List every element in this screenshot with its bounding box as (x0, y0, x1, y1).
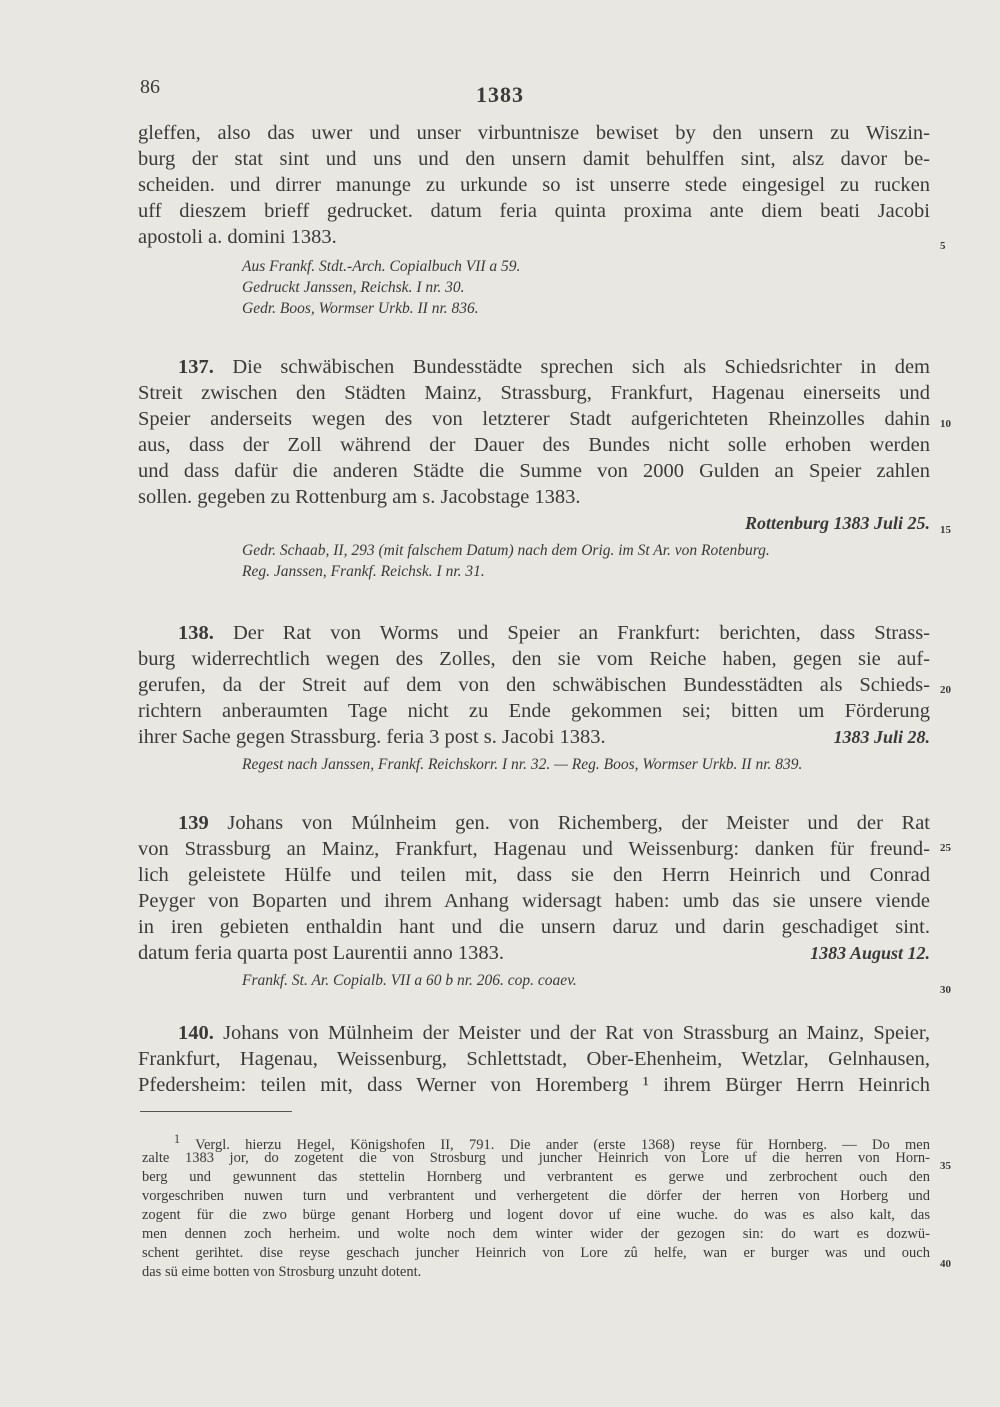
footnote-first-line (142, 1130, 930, 1153)
source-note: Gedruckt Janssen, Reichsk. I nr. 30. (242, 279, 465, 296)
entry-139 (138, 810, 930, 991)
margin-line-number: 35 (940, 1160, 951, 1172)
margin-line-number: 30 (940, 984, 951, 996)
entry-date: 1383 Juli 28. (833, 727, 930, 747)
entry-date: 1383 August 12. (810, 943, 930, 963)
margin-line-number: 25 (940, 842, 951, 854)
footnote-line: schent gerihtet. dise reyse geschach juncher Heinrich von Lore zû helfe, wan er burger was und ouch (142, 1245, 930, 1261)
text-line: Johans von Múlnheim gen. von Richemberg, der Meister und der Rat (227, 812, 930, 834)
footnote-line: zalte 1383 jor, do zogetent die von Strosburg und juncher Heinrich von Lore uf die herren von Horn- (142, 1150, 930, 1166)
footnote-line: men dennen zoch herheim. und wolte noch dem winter wider der gezogen sin: do wart es dozwü- (142, 1226, 930, 1242)
entry-first-line (138, 810, 930, 836)
text-line: von Strassburg an Mainz, Frankfurt, Hagenau und Weissenburg: danken für freund- (138, 838, 930, 860)
entry-date: Rottenburg 1383 Juli 25. (744, 513, 930, 533)
text-line: ihrer Sache gegen Strassburg. feria 3 post s. Jacobi 1383. (138, 726, 606, 748)
entry-number: 140. (178, 1022, 214, 1044)
text-line: Der Rat von Worms und Speier an Frankfurt: berichten, dass Strass- (232, 622, 931, 644)
source-note: Reg. Janssen, Frankf. Reichsk. I nr. 31. (242, 563, 485, 580)
text-line: Speier anderseits wegen des von letzterer Stadt aufgerichteten Rheinzolles dahin (138, 408, 930, 430)
text-line: Johans von Mülnheim der Meister und der Rat von Strassburg an Mainz, Speier, (223, 1022, 930, 1044)
margin-line-number: 15 (940, 524, 951, 536)
margin-line-number: 40 (940, 1258, 951, 1270)
footnote-rule (140, 1111, 292, 1112)
text-line: Die schwäbischen Bundesstädte sprechen sich als Schiedsrichter in dem (232, 356, 930, 378)
text-line: scheiden. und dirrer manunge zu urkunde so ist unserre stede eingesigel zu rucken (138, 174, 930, 196)
source-note: Regest nach Janssen, Frankf. Reichskorr. I nr. 32. — Reg. Boos, Wormser Urkb. II nr. 839. (242, 756, 803, 773)
footnote-line: das sü eime botten von Strosburg unzuht dotent. (142, 1264, 422, 1280)
text-line: in iren gebieten enthaldin hant und die unsern daruz und darin geschadiget sint. (138, 916, 930, 938)
text-line: Frankfurt, Hagenau, Weissenburg, Schlettstadt, Ober-Ehenheim, Wetzlar, Gelnhausen, (138, 1048, 930, 1070)
entry-138 (138, 620, 930, 775)
text-line: und dass dafür die anderen Städte die Summe von 2000 Gulden an Speier zahlen (138, 460, 930, 482)
footnote-marker: 1 (174, 1132, 181, 1146)
intro-text (138, 120, 930, 319)
entry-number: 137. (178, 356, 214, 378)
text-line: aus, dass der Zoll während der Dauer des Bundes nicht solle erhoben werden (138, 434, 930, 456)
page-header (0, 76, 1000, 110)
margin-line-number: 20 (940, 684, 951, 696)
entry-number: 138. (178, 622, 214, 644)
text-line: burg der stat sint und uns und den unsern damit behulffen sint, alsz davor be- (138, 148, 930, 170)
text-line: apostoli a. domini 1383. (138, 226, 337, 248)
entry-number: 139 (178, 812, 209, 834)
source-note: Gedr. Schaab, II, 293 (mit falschem Datum) nach dem Orig. im St Ar. von Rotenburg. (242, 542, 770, 559)
date-line (138, 510, 930, 536)
text-line: gleffen, also das uwer und unser virbuntnisze bewiset by den unsern zu Wiszin- (138, 122, 930, 144)
text-line: uff dieszem brieff gedrucket. datum feria quinta proxima ante diem beati Jacobi (138, 200, 930, 222)
footnote (142, 1130, 930, 1282)
text-line: burg widerrechtlich wegen des Zolles, den sie vom Reiche haben, gegen sie auf- (138, 648, 930, 670)
source-note: Aus Frankf. Stdt.-Arch. Copialbuch VII a 59. (242, 258, 521, 275)
text-line: lich geleistete Hülfe und teilen mit, dass sie den Herrn Heinrich und Conrad (138, 864, 930, 886)
source-note: Gedr. Boos, Wormser Urkb. II nr. 836. (242, 300, 479, 317)
footnote-line: vorgeschriben nuwen turn und verbrantent und verhergetent die dörfer der herren von Horberg und (142, 1188, 930, 1204)
footnote-line: Vergl. hierzu Hegel, Königshofen II, 791. Die ander (erste 1368) reyse für Hornberg. — Do men (195, 1136, 930, 1153)
margin-line-number: 10 (940, 418, 951, 430)
text-line: gerufen, da der Streit auf dem von den schwäbischen Bundesstädten als Schieds- (138, 674, 930, 696)
footnote-line: zogent für die zwo bürge genant Horberg und logent dovor uf eine wuche. do was es also kalt, das (142, 1207, 930, 1223)
entry-first-line (138, 1020, 930, 1046)
text-line: datum feria quarta post Laurentii anno 1383. (138, 942, 505, 964)
text-line-with-date (138, 724, 930, 750)
text-line: Streit zwischen den Städten Mainz, Strassburg, Frankfurt, Hagenau einerseits und (138, 382, 930, 404)
entry-137 (138, 354, 930, 582)
text-line: Peyger von Boparten und ihrem Anhang widersagt haben: umb das sie unsere viende (138, 890, 930, 912)
text-line-with-date (138, 940, 930, 966)
entry-first-line (138, 354, 930, 380)
margin-line-number: 5 (940, 240, 946, 252)
entry-first-line (138, 620, 930, 646)
text-line: Pfedersheim: teilen mit, dass Werner von Horemberg ¹ ihrem Bürger Herrn Heinrich (138, 1074, 930, 1096)
page-number: 86 (140, 76, 160, 98)
source-note: Frankf. St. Ar. Copialb. VII a 60 b nr. 206. cop. coaev. (242, 972, 577, 989)
text-line: sollen. gegeben zu Rottenburg am s. Jacobstage 1383. (138, 486, 581, 508)
footnote-line: berg und gewunnent das stettelin Hornberg und verbrantent es gerwe und zerbrochent ouch den (142, 1169, 930, 1185)
entry-140 (138, 1020, 930, 1098)
text-line: richtern anberaumten Tage nicht zu Ende gekommen sei; bitten um Förderung (138, 700, 930, 722)
running-head-year: 1383 (476, 82, 524, 107)
